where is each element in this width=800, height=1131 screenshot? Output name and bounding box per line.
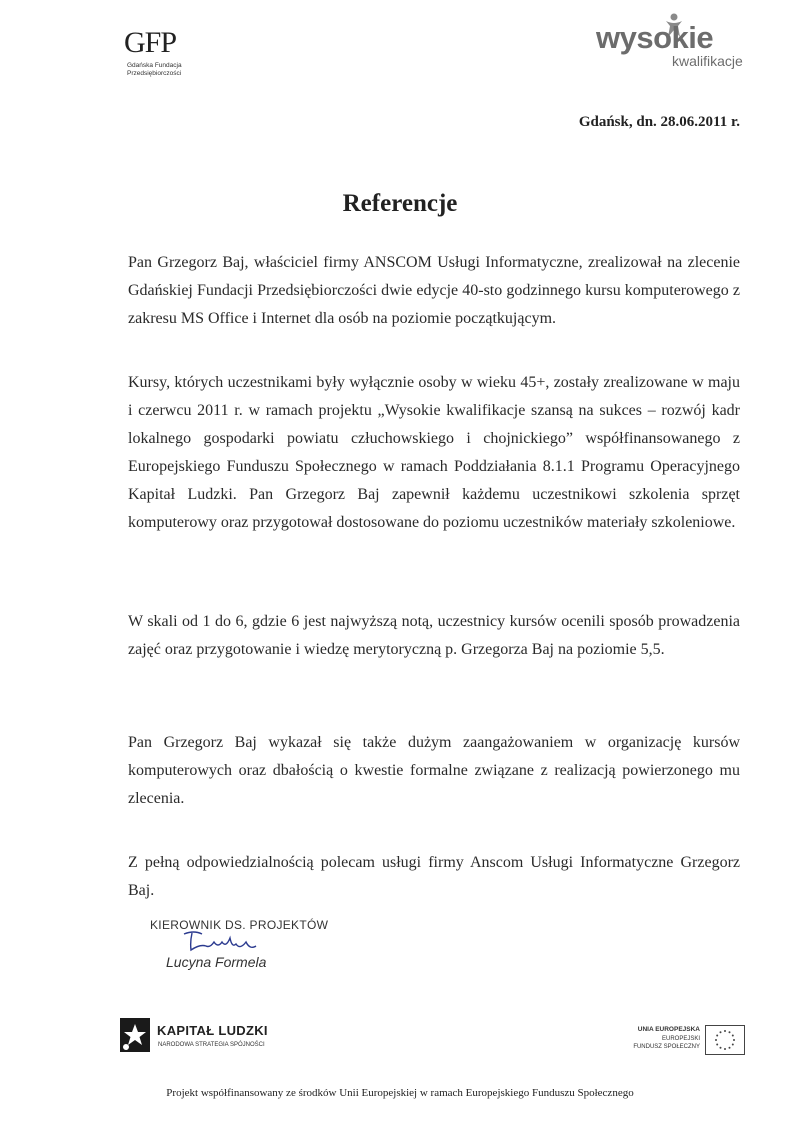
paragraph-2: Kursy, których uczestnikami były wyłącznie osoby w wieku 45+, zostały zrealizowane w maju i czerwcu 2011 r. w ramach projektu „Wysokie kwalifikacje szansą na sukces – rozwój kadr lokalnego gospodarki powiatu człuchowskiego i chojnickiego” współfinansowanego z Europejskiego Funduszu Społecznego w ramach Poddziałania 8.1.1 Programu Operacyjnego Kapitał Ludzki. Pan Grzegorz Baj zapewnił każdemu uczestnikowi szkolenia sprzęt komputerowy oraz przygotował dostosowane do poziomu uczestników materiały szkoleniowe. — [128, 374, 740, 531]
kapital-ludzki-logo-icon — [118, 1014, 152, 1056]
gfp-logo-subtitle — [127, 62, 182, 78]
wk-logo-main: wysokie — [596, 20, 714, 55]
paragraph-4: Pan Grzegorz Baj wykazał się także dużym zaangażowaniem w organizację kursów komputerowych oraz dbałością o kwestie formalne związane z realizacją powierzonego mu zlecenia. — [128, 734, 740, 807]
footer-note: Projekt współfinansowany ze środków Unii Europejskiej w ramach Europejskiego Funduszu Społecznego — [166, 1087, 634, 1099]
gfp-subtitle-line2: Przedsiębiorczości — [127, 70, 182, 77]
kapital-ludzki-logo: KAPITAŁ LUDZKI — [157, 1023, 268, 1038]
paragraph-1: Pan Grzegorz Baj, właściciel firmy ANSCOM Usługi Informatyczne, zrealizował na zlecenie Gdańskiej Fundacji Przedsiębiorczości dwie edycje 40-sto godzinnego kursu komputerowego z zakresu MS Office i Internet dla osób na poziomie początkującym. — [128, 254, 740, 327]
document-title: Referencje — [342, 190, 458, 217]
wk-logo-sub: kwalifikacje — [672, 53, 743, 69]
gfp-subtitle-line1: Gdańska Fundacja — [127, 62, 182, 69]
paragraph-5: Z pełną odpowiedzialnością polecam usługi firmy Anscom Usługi Informatyczne Grzegorz Baj. — [128, 854, 740, 899]
eu-logo-line3: FUNDUSZ SPOŁECZNY — [633, 1044, 700, 1050]
gfp-logo: GFP — [124, 26, 177, 59]
signature-title: KIEROWNIK DS. PROJEKTÓW — [150, 918, 329, 932]
document-date: Gdańsk, dn. 28.06.2011 r. — [578, 114, 740, 130]
signature-name: Lucyna Formela — [166, 954, 267, 970]
paragraph-3: W skali od 1 do 6, gdzie 6 jest najwyższą notą, uczestnicy kursów ocenili sposób prowadzenia zajęć oraz przygotowanie i wiedzę merytoryczną p. Grzegorza Baj na poziomie 5,5. — [128, 613, 740, 658]
eu-logo-line1: UNIA EUROPEJSKA — [637, 1026, 700, 1033]
kapital-ludzki-subtitle: NARODOWA STRATEGIA SPÓJNOŚCI — [158, 1042, 265, 1048]
eu-logo-line2: EUROPEJSKI — [661, 1036, 700, 1042]
eu-flag-icon — [705, 1025, 745, 1055]
handwritten-signature — [180, 928, 260, 954]
